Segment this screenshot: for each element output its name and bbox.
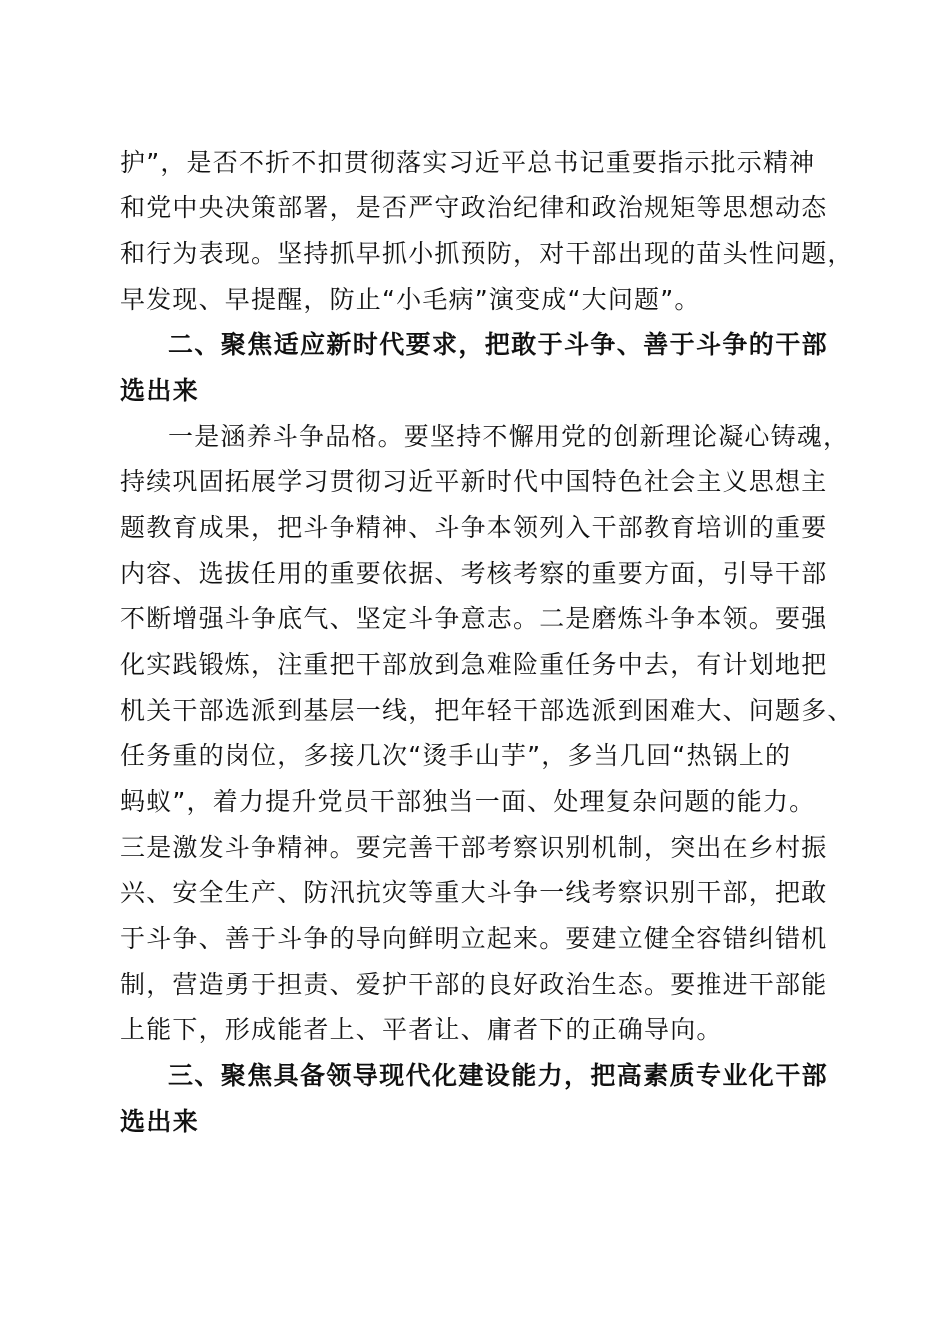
text-line: 任务重的岗位，多接几次“烫手山芋”，多当几回“热锅上的 [120,741,792,770]
section-heading-2-continued: 选出来 [120,376,200,405]
section-heading-3: 三、聚焦具备领导现代化建设能力，把高素质专业化干部 [168,1061,829,1090]
text-line: 化实践锻炼，注重把干部放到急难险重任务中去，有计划地把 [120,650,828,679]
section-heading-3-continued: 选出来 [120,1107,200,1136]
text-line: 早发现、早提醒，防止“小毛病”演变成“大问题”。 [120,285,701,314]
text-line: 上能下，形成能者上、平者让、庸者下的正确导向。 [120,1015,723,1044]
text-line: 护”，是否不折不扣贯彻落实习近平总书记重要指示批示精神 [120,148,816,177]
text-line: 制，营造勇于担责、爱护干部的良好政治生态。要推进干部能 [120,970,828,999]
text-line: 不断增强斗争底气、坚定斗争意志。二是磨炼斗争本领。要强 [120,604,828,633]
section-heading-2: 二、聚焦适应新时代要求，把敢于斗争、善于斗争的干部 [168,330,829,359]
text-line: 题教育成果，把斗争精神、斗争本领列入干部教育培训的重要 [120,513,828,542]
text-line: 三是激发斗争精神。要完善干部考察识别机制，突出在乡村振 [120,833,828,862]
text-line: 于斗争、善于斗争的导向鲜明立起来。要建立健全容错纠错机 [120,924,828,953]
text-line: 蚂蚁”，着力提升党员干部独当一面、处理复杂问题的能力。 [120,787,816,816]
text-line: 和行为表现。坚持抓早抓小抓预防，对干部出现的苗头性问题， [120,239,854,268]
paragraph-first-line: 一是涵养斗争品格。要坚持不懈用党的创新理论凝心铸魂， [168,422,850,451]
text-line: 机关干部选派到基层一线，把年轻干部选派到困难大、问题多、 [120,696,854,725]
text-line: 和党中央决策部署，是否严守政治纪律和政治规矩等思想动态 [120,193,828,222]
text-line: 内容、选拔任用的重要依据、考核考察的重要方面，引导干部 [120,559,828,588]
text-line: 兴、安全生产、防汛抗灾等重大斗争一线考察识别干部，把敢 [120,878,828,907]
text-line: 持续巩固拓展学习贯彻习近平新时代中国特色社会主义思想主 [120,467,828,496]
